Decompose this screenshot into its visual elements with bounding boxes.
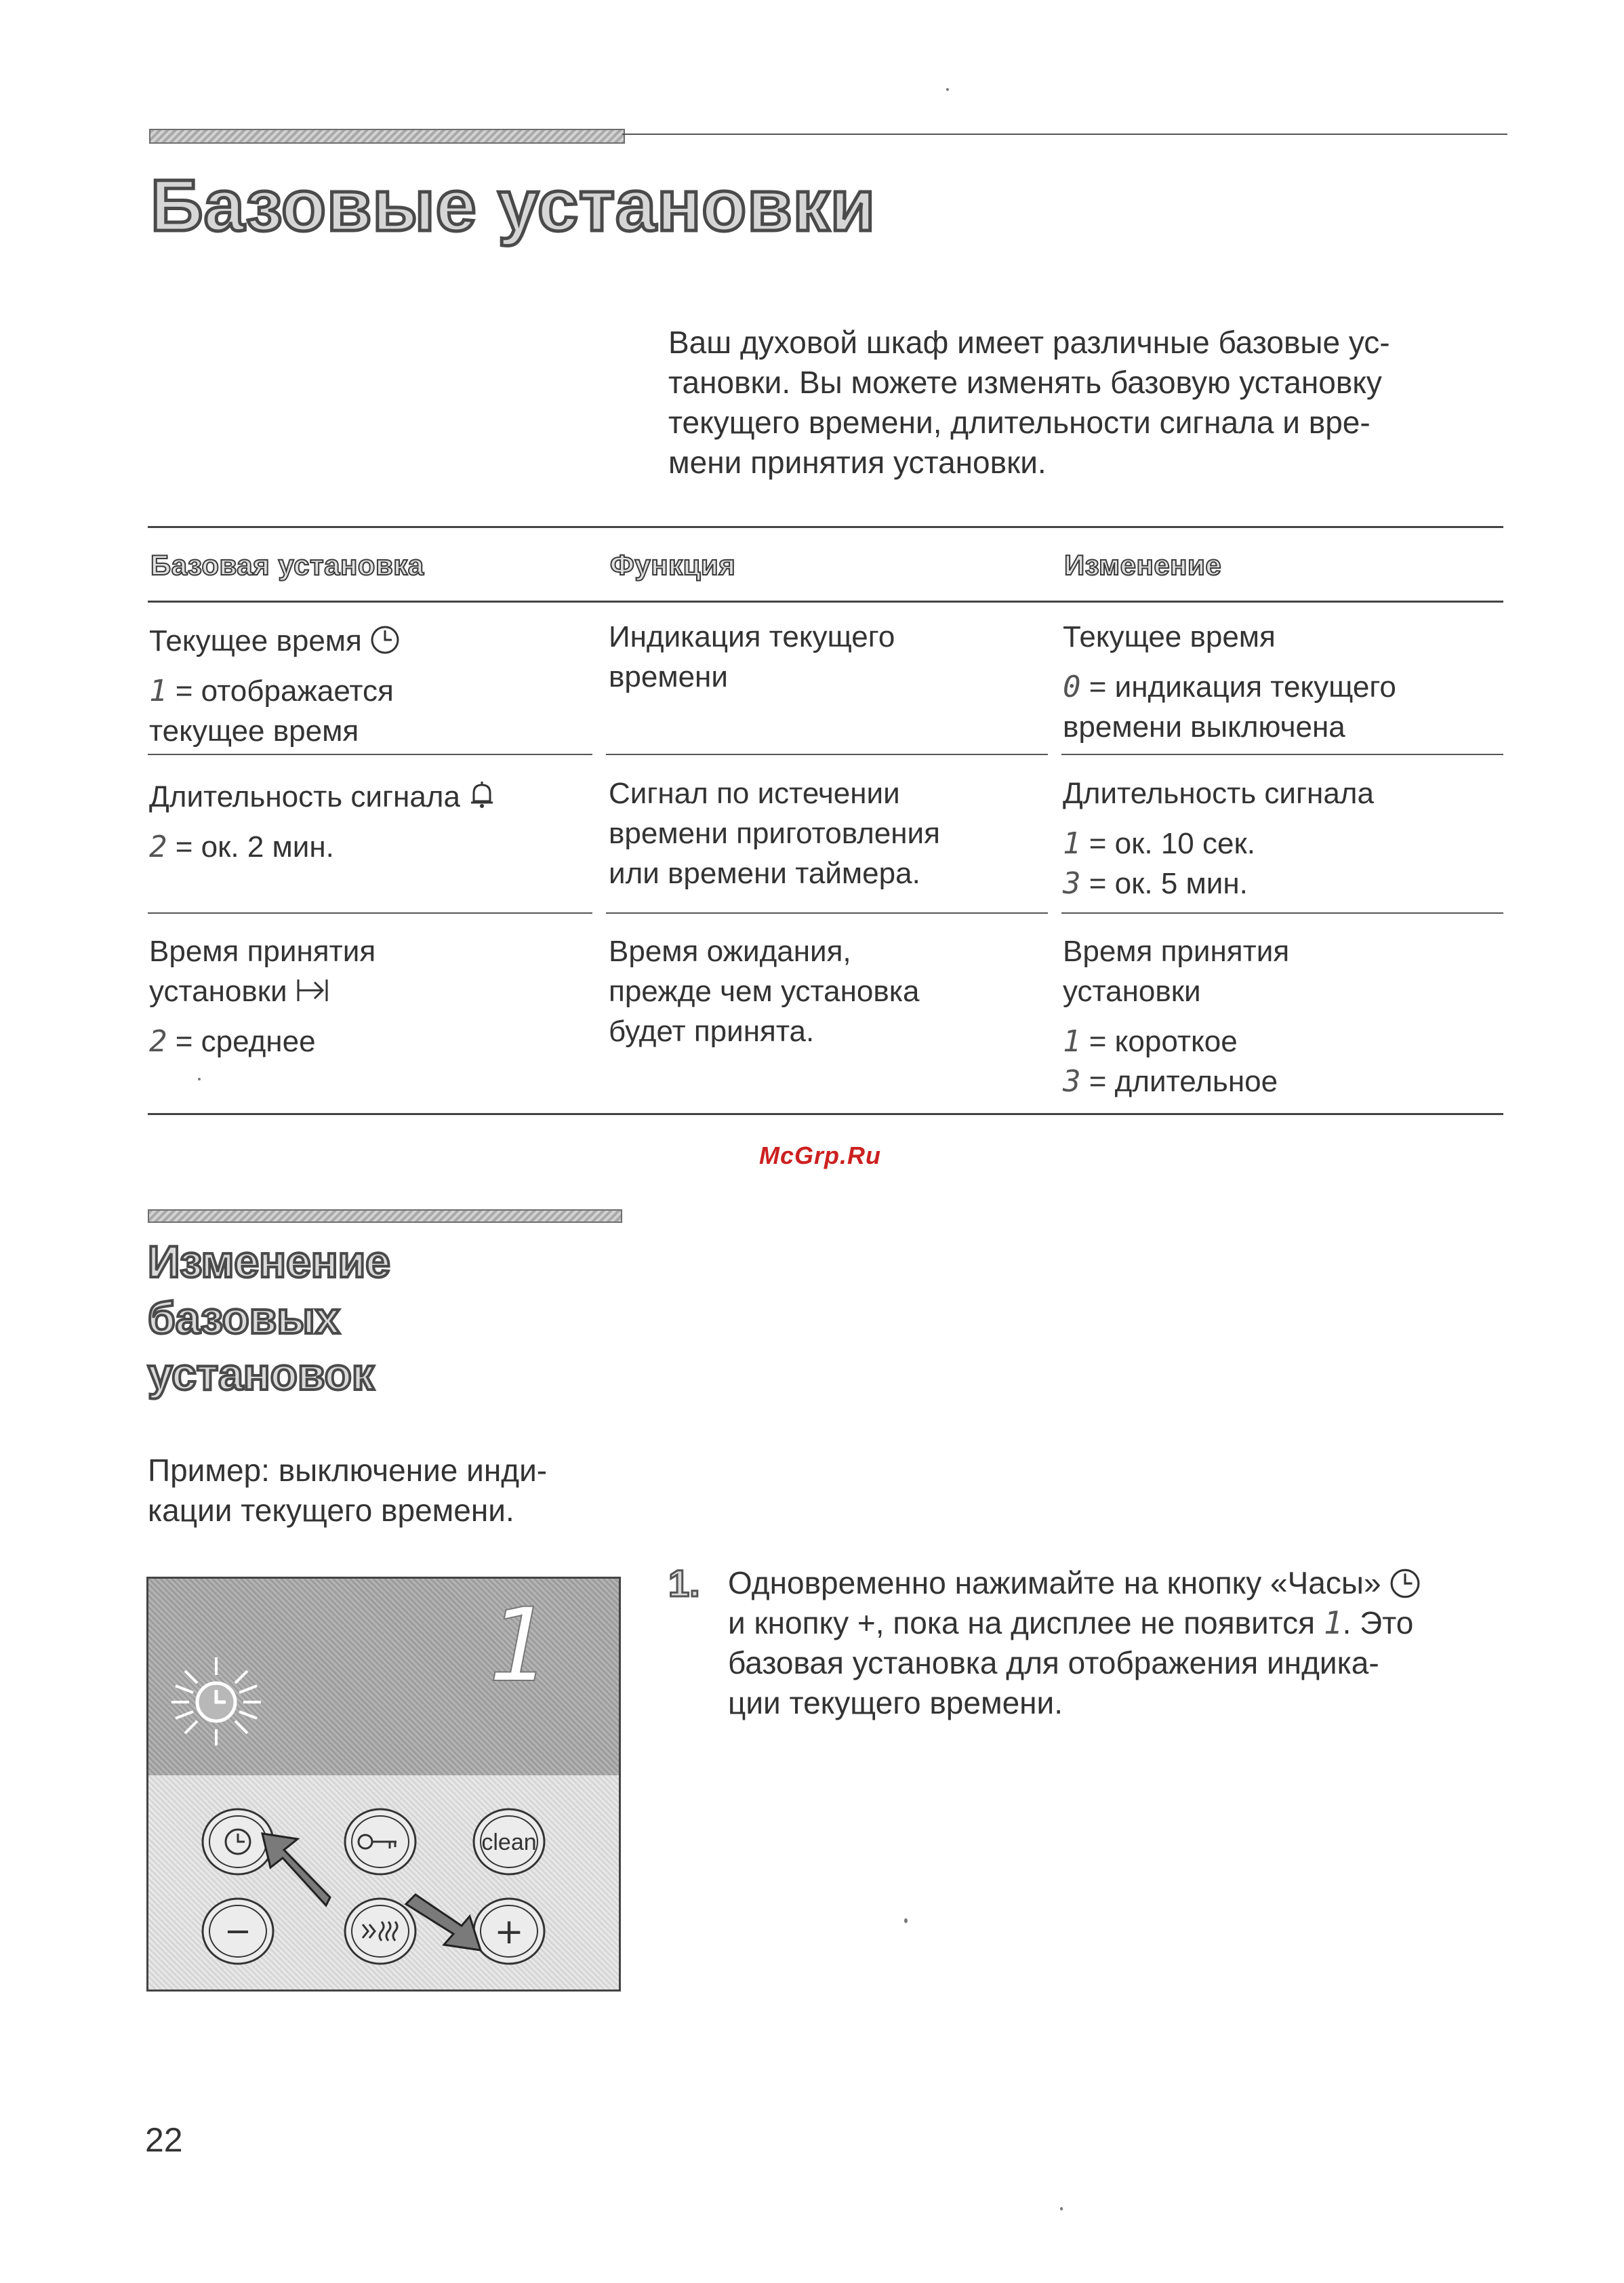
change-code: 1: [1063, 1024, 1081, 1059]
column-header-change: Изменение: [1064, 549, 1222, 581]
setting-label: Длительность сигнала: [149, 780, 460, 813]
change-code: 0: [1063, 670, 1081, 704]
row-divider: [148, 912, 592, 914]
section-title-line: Изменение: [148, 1236, 390, 1287]
change-value: = длительное: [1080, 1065, 1278, 1098]
scan-speck: [946, 88, 949, 91]
title-bar-decoration: [149, 129, 625, 144]
key-lock-button[interactable]: [345, 1809, 415, 1874]
function-line: времени: [609, 660, 728, 693]
step-line: базовая установка для отображения индика-: [728, 1645, 1379, 1680]
minus-button[interactable]: [203, 1899, 273, 1964]
intro-paragraph: [668, 323, 1506, 483]
section-title: [148, 1234, 390, 1402]
table-row-accept-time-setting: [149, 931, 375, 1062]
setting-value: текущее время: [149, 714, 359, 748]
function-line: будет принята.: [609, 1015, 815, 1048]
display-code: 1: [1323, 1604, 1343, 1641]
intro-line: тановки. Вы можете изменять базовую установку: [668, 365, 1382, 400]
row-divider: [148, 754, 592, 755]
example-line: Пример: выключение инди-: [148, 1453, 548, 1488]
step-number: 1.: [668, 1562, 700, 1604]
intro-line: текущего времени, длительности сигнала и вре-: [668, 405, 1371, 440]
clean-label: clean: [481, 1830, 537, 1855]
example-line: кации текущего времени.: [148, 1493, 514, 1528]
table-row-accept-time-function: [609, 931, 919, 1051]
clock-icon: [1389, 1568, 1421, 1599]
watermark: McGrp.Ru: [759, 1142, 882, 1169]
clean-button[interactable]: [474, 1809, 544, 1874]
panel-drawing: [148, 1579, 619, 1989]
setting-value: = среднее: [167, 1025, 316, 1058]
fast-heat-button[interactable]: [345, 1899, 415, 1964]
intro-line: мени принятия установки.: [668, 445, 1047, 480]
table-bottom-rule: [148, 1113, 1503, 1115]
page-title: Базовые установки: [150, 164, 876, 246]
table-row-accept-time-change: [1063, 931, 1289, 1102]
function-line: Сигнал по истечении: [609, 777, 900, 810]
step-line: и кнопку +, пока на дисплее не появится: [728, 1605, 1316, 1640]
row-divider: [606, 912, 1048, 914]
scan-speck: [1060, 2207, 1063, 2210]
change-value: = ок. 5 мин.: [1080, 867, 1248, 900]
display-digit: 1: [487, 1587, 549, 1705]
table-row-signal-duration-change: [1063, 773, 1374, 904]
change-code: 3: [1063, 1064, 1081, 1099]
column-header-function: Функция: [610, 549, 736, 581]
section-title-line: базовых: [148, 1293, 340, 1343]
setting-label: установки: [149, 975, 287, 1008]
change-value: = короткое: [1080, 1025, 1238, 1058]
bell-icon: [468, 780, 495, 809]
clock-button[interactable]: [203, 1809, 273, 1874]
change-title: установки: [1063, 975, 1201, 1008]
change-title: Время принятия: [1063, 935, 1290, 968]
setting-code: 2: [149, 1024, 167, 1059]
row-divider: [606, 754, 1048, 755]
scan-speck: [904, 1918, 908, 1923]
setting-label: Время принятия: [149, 935, 376, 968]
change-code: 1: [1063, 826, 1081, 861]
function-line: времени приготовления: [609, 817, 940, 850]
blinking-clock-icon: [171, 1657, 261, 1745]
accept-arrow-icon: [296, 975, 331, 1005]
table-row-signal-duration-function: [609, 773, 940, 893]
plus-label: +: [494, 1912, 524, 1952]
step-1: [668, 1563, 1509, 1780]
step-line: ции текущего времени.: [728, 1685, 1063, 1720]
example-text: [148, 1451, 547, 1531]
table-row-current-time-setting: [149, 621, 400, 751]
title-rule: [622, 134, 1507, 135]
setting-value: = ок. 2 мин.: [167, 830, 334, 864]
table-row-current-time-function: [609, 617, 895, 697]
table-header-rule: [148, 601, 1503, 603]
intro-line: Ваш духовой шкаф имеет различные базовые ус-: [668, 325, 1390, 360]
row-divider: [1061, 912, 1503, 914]
setting-value: = отображается: [167, 674, 394, 708]
setting-label: Текущее время: [149, 624, 362, 658]
page-number: 22: [145, 2121, 183, 2159]
function-line: Индикация текущего: [609, 620, 895, 653]
arrow-to-plus-icon: [406, 1895, 481, 1950]
section-bar-decoration: [148, 1209, 622, 1223]
change-value: = индикация текущего: [1080, 670, 1396, 704]
change-value: времени выключена: [1063, 710, 1345, 744]
scan-speck: [198, 1078, 201, 1080]
change-title: Длительность сигнала: [1063, 777, 1374, 810]
change-code: 3: [1063, 866, 1081, 901]
setting-code: 1: [149, 674, 167, 708]
function-line: прежде чем установка: [609, 975, 920, 1008]
table-top-rule: [148, 526, 1503, 528]
minus-label: −: [224, 1912, 252, 1950]
function-line: Время ожидания,: [609, 935, 851, 968]
function-line: или времени таймера.: [609, 857, 920, 890]
table-row-signal-duration-setting: [149, 777, 495, 867]
arrow-to-clock-icon: [262, 1834, 330, 1905]
change-title: Текущее время: [1063, 620, 1276, 653]
step-line: . Это: [1342, 1605, 1414, 1640]
row-divider: [1061, 754, 1503, 755]
step-line: Одновременно нажимайте на кнопку «Часы»: [728, 1565, 1381, 1600]
table-row-current-time-change: [1063, 617, 1396, 747]
control-panel-illustration: [146, 1577, 621, 1992]
plus-button[interactable]: [474, 1899, 544, 1964]
setting-code: 2: [149, 830, 167, 864]
change-value: = ок. 10 сек.: [1080, 827, 1255, 860]
clock-icon: [370, 625, 400, 655]
column-header-setting: Базовая установка: [150, 549, 424, 581]
step-text: [728, 1563, 1507, 1723]
section-title-line: установок: [148, 1349, 375, 1399]
